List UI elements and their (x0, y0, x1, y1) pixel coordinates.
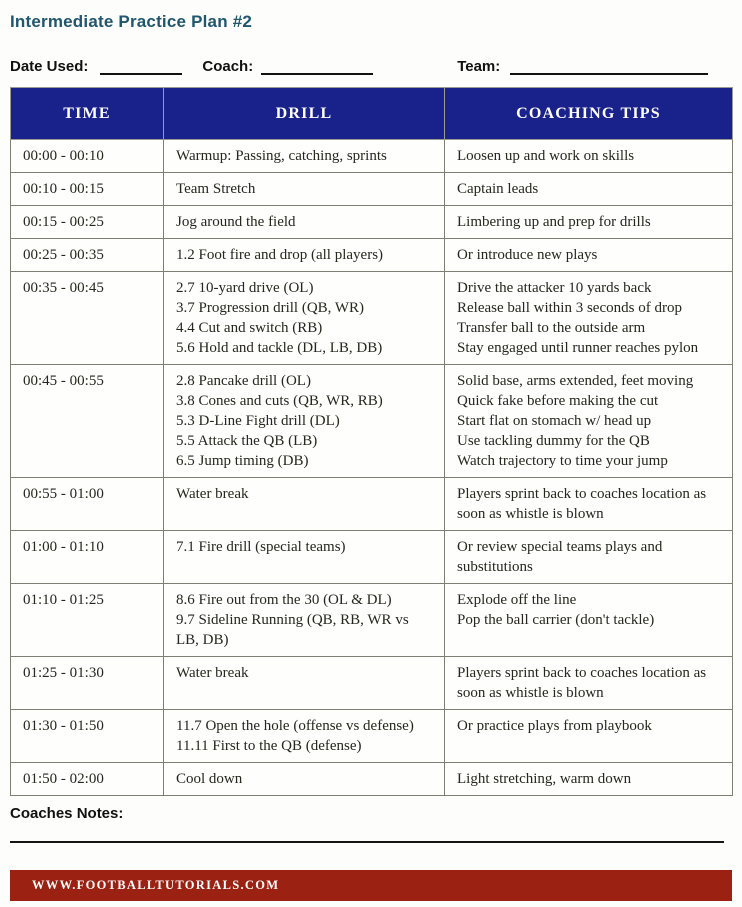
tip-line: Captain leads (457, 181, 539, 197)
drill-cell (164, 657, 445, 710)
table-header-row (11, 88, 733, 140)
coaches-notes-blank-line (10, 841, 724, 843)
column-header-coaching-tips: COACHING TIPS (445, 88, 733, 140)
table-row (11, 763, 733, 796)
drill-line: 3.8 Cones and cuts (QB, WR, RB) (176, 393, 383, 409)
practice-plan-table (10, 87, 733, 796)
time-cell: 00:45 - 00:55 (11, 365, 164, 478)
table-row (11, 365, 733, 478)
tip-line: Light stretching, warm down (457, 771, 632, 787)
drill-cell (164, 206, 445, 239)
tip-line: Solid base, arms extended, feet moving (457, 373, 694, 389)
time-cell: 01:10 - 01:25 (11, 584, 164, 657)
date-used-label: Date Used: (10, 58, 89, 75)
column-header-drill: DRILL (164, 88, 445, 140)
drill-line: Warmup: Passing, catching, sprints (176, 148, 387, 164)
time-cell: 01:30 - 01:50 (11, 710, 164, 763)
drill-line: 2.8 Pancake drill (OL) (176, 373, 311, 389)
time-cell: 00:15 - 00:25 (11, 206, 164, 239)
time-cell: 00:00 - 00:10 (11, 140, 164, 173)
meta-row (10, 58, 732, 75)
tip-line: Or introduce new plays (457, 247, 598, 263)
drill-line: Water break (176, 486, 249, 502)
tip-line: Or practice plays from playbook (457, 718, 652, 734)
drill-line: 1.2 Foot fire and drop (all players) (176, 247, 384, 263)
table-row (11, 710, 733, 763)
drill-line: Team Stretch (176, 181, 256, 197)
drill-line: 7.1 Fire drill (special teams) (176, 539, 346, 555)
drill-cell (164, 763, 445, 796)
tips-cell (445, 710, 733, 763)
table-row (11, 584, 733, 657)
page-title: Intermediate Practice Plan #2 (10, 12, 253, 31)
table-header (11, 88, 733, 140)
table-row (11, 206, 733, 239)
drill-line: Water break (176, 665, 249, 681)
tips-cell (445, 584, 733, 657)
time-cell: 00:25 - 00:35 (11, 239, 164, 272)
tip-line: Pop the ball carrier (don't tackle) (457, 612, 655, 628)
tips-cell (445, 657, 733, 710)
drill-line: 2.7 10-yard drive (OL) (176, 280, 314, 296)
tip-line: Explode off the line (457, 592, 577, 608)
drill-line: 11.11 First to the QB (defense) (176, 738, 362, 754)
tip-line: Limbering up and prep for drills (457, 214, 651, 230)
coach-label: Coach: (202, 58, 254, 75)
date-used-blank (100, 58, 182, 75)
drill-cell (164, 365, 445, 478)
team-label: Team: (457, 58, 501, 75)
coach-blank (261, 58, 373, 75)
drill-line: 8.6 Fire out from the 30 (OL & DL) (176, 592, 392, 608)
column-header-time: TIME (11, 88, 164, 140)
tips-cell (445, 239, 733, 272)
drill-line: Jog around the field (176, 214, 296, 230)
drill-cell (164, 478, 445, 531)
drill-line: 4.4 Cut and switch (RB) (176, 320, 323, 336)
tips-cell (445, 478, 733, 531)
time-cell: 00:10 - 00:15 (11, 173, 164, 206)
table-row (11, 140, 733, 173)
table-row (11, 531, 733, 584)
drill-cell (164, 140, 445, 173)
tip-line: Watch trajectory to time your jump (457, 453, 668, 469)
tips-cell (445, 173, 733, 206)
tips-cell (445, 272, 733, 365)
drill-line: 3.7 Progression drill (QB, WR) (176, 300, 365, 316)
tips-cell (445, 531, 733, 584)
drill-line: 11.7 Open the hole (offense vs defense) (176, 718, 414, 734)
footer-banner (10, 870, 732, 901)
drill-cell (164, 710, 445, 763)
time-cell: 00:55 - 01:00 (11, 478, 164, 531)
tip-line: Use tackling dummy for the QB (457, 433, 650, 449)
tip-line: Release ball within 3 seconds of drop (457, 300, 682, 316)
drill-line: 6.5 Jump timing (DB) (176, 453, 309, 469)
drill-cell (164, 584, 445, 657)
drill-cell (164, 173, 445, 206)
table-row (11, 478, 733, 531)
tip-line: Start flat on stomach w/ head up (457, 413, 652, 429)
tips-cell (445, 365, 733, 478)
tip-line: Stay engaged until runner reaches pylon (457, 340, 699, 356)
team-blank (510, 58, 708, 75)
tip-line: Players sprint back to coaches location as soon as whistle is blown (457, 665, 707, 701)
tip-line: Loosen up and work on skills (457, 148, 635, 164)
tip-line: Quick fake before making the cut (457, 393, 659, 409)
drill-line: 9.7 Sideline Running (QB, RB, WR vs LB, DB) (176, 612, 409, 648)
tips-cell (445, 140, 733, 173)
table-row (11, 239, 733, 272)
drill-cell (164, 531, 445, 584)
time-cell: 01:25 - 01:30 (11, 657, 164, 710)
website-text: WWW.FOOTBALLTUTORIALS.COM (32, 878, 280, 892)
time-cell: 01:50 - 02:00 (11, 763, 164, 796)
table-row (11, 173, 733, 206)
drill-line: 5.3 D-Line Fight drill (DL) (176, 413, 340, 429)
time-cell: 00:35 - 00:45 (11, 272, 164, 365)
drill-cell (164, 239, 445, 272)
tips-cell (445, 206, 733, 239)
drill-cell (164, 272, 445, 365)
table-row (11, 272, 733, 365)
plan-table-body (11, 140, 733, 796)
tip-line: Players sprint back to coaches location as soon as whistle is blown (457, 486, 707, 522)
time-cell: 01:00 - 01:10 (11, 531, 164, 584)
drill-line: 5.5 Attack the QB (LB) (176, 433, 318, 449)
tips-cell (445, 763, 733, 796)
tip-line: Drive the attacker 10 yards back (457, 280, 652, 296)
coaches-notes-label: Coaches Notes: (10, 805, 124, 822)
drill-line: 5.6 Hold and tackle (DL, LB, DB) (176, 340, 383, 356)
drill-line: Cool down (176, 771, 243, 787)
tip-line: Transfer ball to the outside arm (457, 320, 646, 336)
table-row (11, 657, 733, 710)
tip-line: Or review special teams plays and substitutions (457, 539, 663, 575)
